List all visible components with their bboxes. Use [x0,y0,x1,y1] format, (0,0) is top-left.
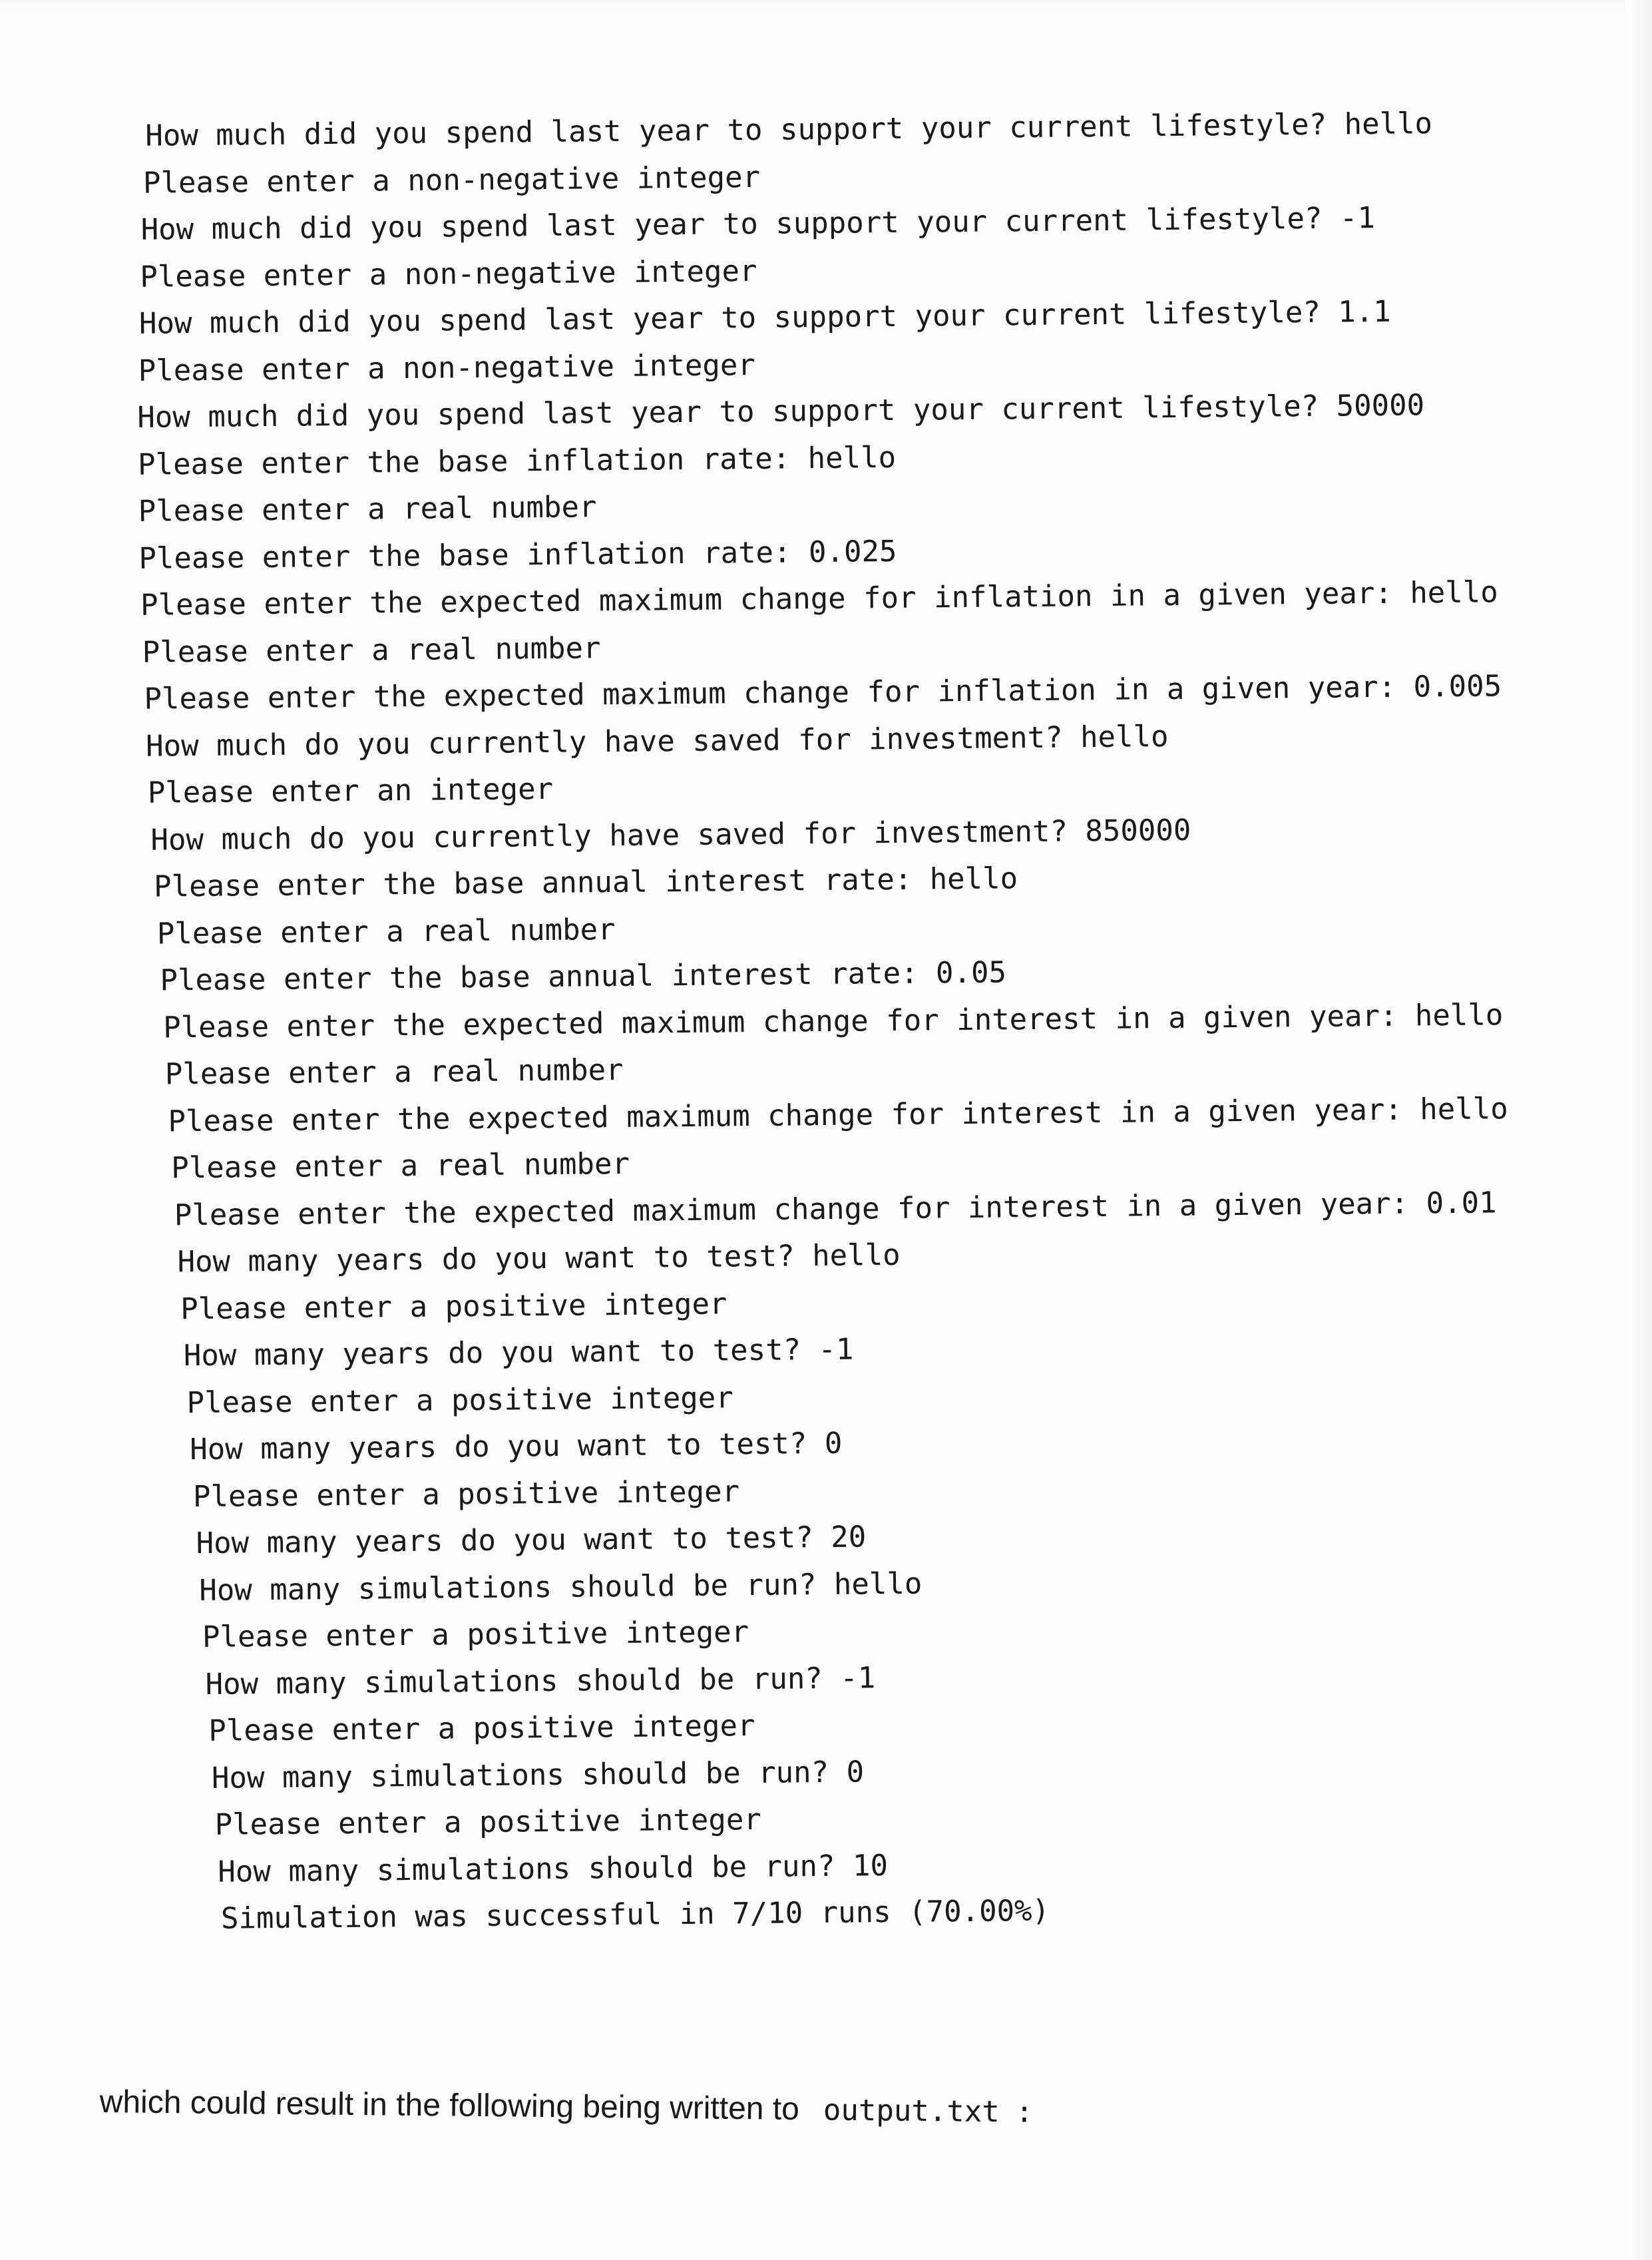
console-line: Please enter the expected maximum change for interest in a given year: hello [162,997,1504,1045]
console-line: How many simulations should be run? 0 [211,1754,865,1795]
console-line: Please enter a real number [170,1146,630,1186]
console-line: How many simulations should be run? hello [199,1566,923,1608]
console-line: How many simulations should be run? 10 [218,1848,889,1889]
console-line: Please enter the expected maximum change for inflation in a given year: hello [140,575,1498,622]
console-line: How much did you spend last year to support your current lifestyle? hello [145,107,1433,153]
console-line: Please enter the base annual interest rate: hello [153,861,1018,904]
console-line: Please enter a positive integer [202,1615,749,1655]
caption [99,2084,1033,2130]
console-line: Please enter a non-negative integer [142,160,761,200]
console-line: Please enter the base annual interest rate: 0.05 [160,955,1007,998]
console-line: Please enter a positive integer [180,1286,727,1326]
console-line: Please enter a real number [138,490,597,529]
console-line: Please enter the expected maximum change for interest in a given year: 0.01 [174,1185,1497,1232]
console-transcript [126,100,1542,1944]
caption-text: which could result in the following being written to [99,2084,800,2128]
console-line: Please enter an integer [147,772,554,810]
console-line: How many years do you want to test? 0 [190,1426,843,1467]
console-line: How much did you spend last year to support your current lifestyle? 50000 [137,388,1425,435]
console-line: Please enter a non-negative integer [138,347,756,388]
console-line: Please enter a real number [156,912,616,951]
console-line: Please enter the base inflation rate: 0.025 [138,534,897,576]
console-line: How much did you spend last year to support your current lifestyle? 1.1 [138,294,1392,341]
console-line: How many years do you want to test? -1 [183,1332,854,1373]
console-line: How many simulations should be run? -1 [205,1660,876,1701]
console-line: How much do you currently have saved for investment? 850000 [150,813,1191,857]
console-line: How many years do you want to test? 20 [196,1520,867,1561]
console-line: Please enter the base inflation rate: hello [137,440,897,482]
console-line: How many years do you want to test? hello [177,1238,901,1279]
console-line: Please enter the expected maximum change for interest in a given year: hello [168,1091,1508,1138]
console-line: Please enter a non-negative integer [140,254,757,294]
console-line: Please enter a positive integer [214,1802,762,1842]
caption-filename: output.txt [823,2093,1000,2130]
console-line: Please enter a positive integer [192,1474,740,1514]
console-line: Please enter a positive integer [186,1380,734,1420]
scan-edge-top [0,0,1652,16]
caption-suffix: : [1015,2095,1034,2130]
console-line: Please enter a real number [142,630,601,670]
console-line: Please enter a positive integer [208,1709,755,1748]
console-line: Please enter a real number [164,1052,624,1092]
scan-edge-right [1625,0,1652,2260]
console-line: How much did you spend last year to support your current lifestyle? -1 [140,201,1376,247]
console-line: How much do you currently have saved for investment? hello [145,719,1169,764]
console-line-result: Simulation was successful in 7/10 runs (70.00%) [220,1893,1050,1936]
console-line: Please enter the expected maximum change for inflation in a given year: 0.005 [144,669,1502,716]
